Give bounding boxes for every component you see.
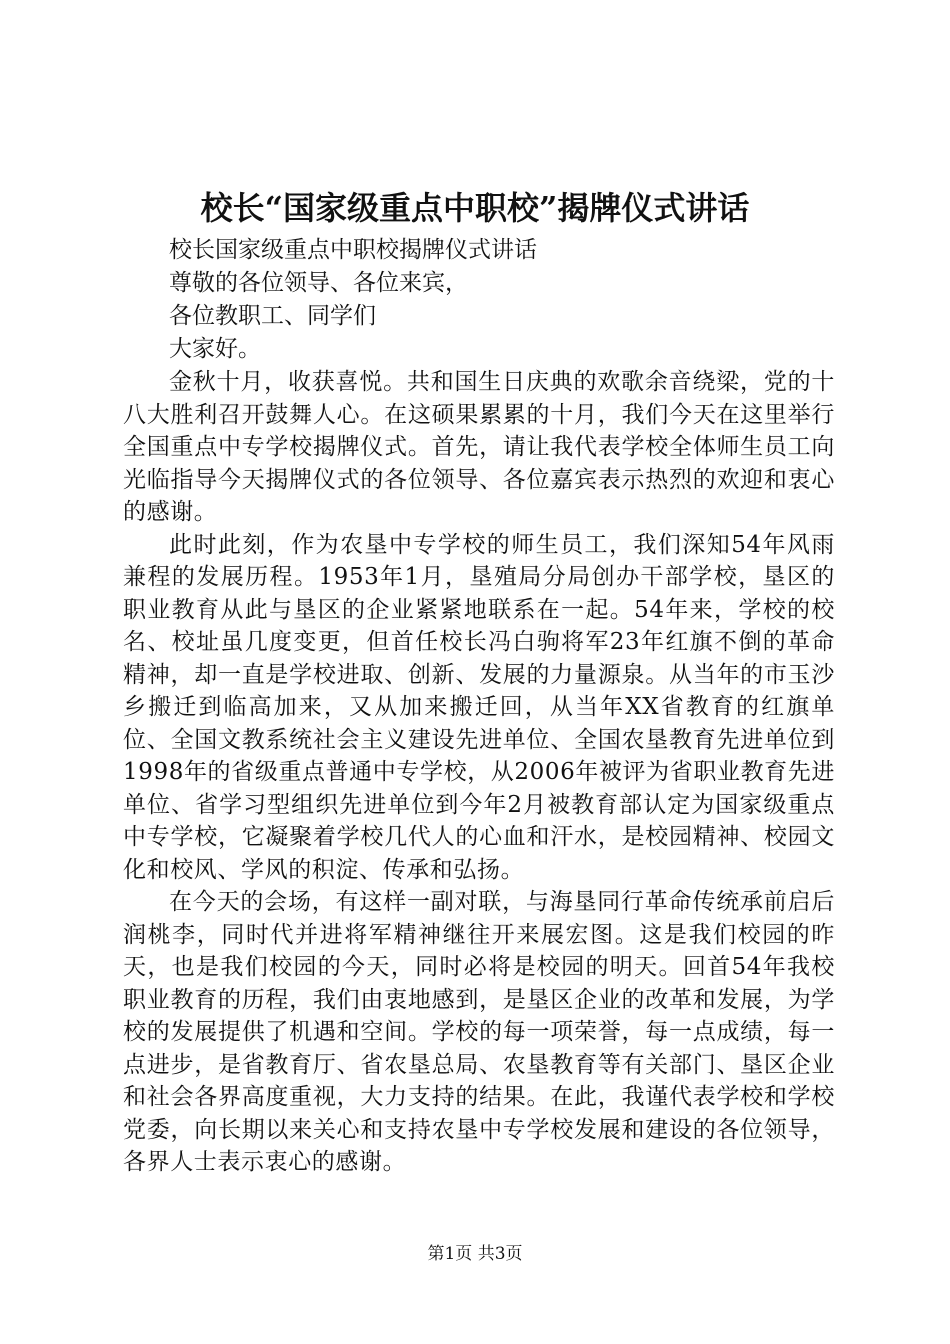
page-footer: 第1页 共3页 [427, 1244, 523, 1264]
body-paragraph: 在今天的会场，有这样一副对联，与海垦同行革命传统承前启后润桃李，同时代并进将军精神继往开来展宏图。这是我们校园的昨天，也是我们校园的今天，同时必将是校园的明天。回首54年我校职业教育的历程，我们由衷地感到，是垦区企业的改革和发展，为学校的发展提供了机遇和空间。学校的每一项荣誉，每一点成绩，每一点进步，是省教育厅、省农垦总局、农垦教育等有关部门、垦区企业和社会各界高度重视，大力支持的结果。在此，我谨代表学校和学校党委，向长期以来关心和支持农垦中专学校发展和建设的各位领导，各界人士表示衷心的感谢。 [123, 889, 835, 1175]
salutation-line: 各位教职工、同学们 [169, 303, 376, 329]
salutation-line: 尊敬的各位领导、各位来宾， [169, 270, 468, 296]
subtitle-line: 校长国家级重点中职校揭牌仪式讲话 [169, 237, 537, 263]
document-body [123, 234, 835, 1179]
body-paragraph: 金秋十月，收获喜悦。共和国生日庆典的欢歌余音绕梁，党的十八大胜利召开鼓舞人心。在这硕果累累的十月，我们今天在这里举行全国重点中专学校揭牌仪式。首先，请让我代表学校全体师生员工向光临指导今天揭牌仪式的各位领导、各位嘉宾表示热烈的欢迎和衷心的感谢。 [123, 369, 835, 525]
document-title: 校长“国家级重点中职校”揭牌仪式讲话 [200, 189, 750, 227]
body-paragraph: 此时此刻，作为农垦中专学校的师生员工，我们深知54年风雨兼程的发展历程。1953年1月，垦殖局分局创办干部学校，垦区的职业教育从此与垦区的企业紧紧地联系在一起。54年来，学校的校名、校址虽几度变更，但首任校长冯白驹将军23年红旗不倒的革命精神，却一直是学校进取、创新、发展的力量源泉。从当年的市玉沙乡搬迁到临高加来，又从加来搬迁回，从当年XX省教育的红旗单位、全国文教系统社会主义建设先进单位、全国农垦教育先进单位到1998年的省级重点普通中专学校，从2006年被评为省职业教育先进单位、省学习型组织先进单位到今年2月被教育部认定为国家级重点中专学校，它凝聚着学校几代人的心血和汗水，是校园精神、校园文化和校风、学风的积淀、传承和弘扬。 [123, 531, 835, 883]
greeting-line: 大家好。 [169, 336, 261, 362]
